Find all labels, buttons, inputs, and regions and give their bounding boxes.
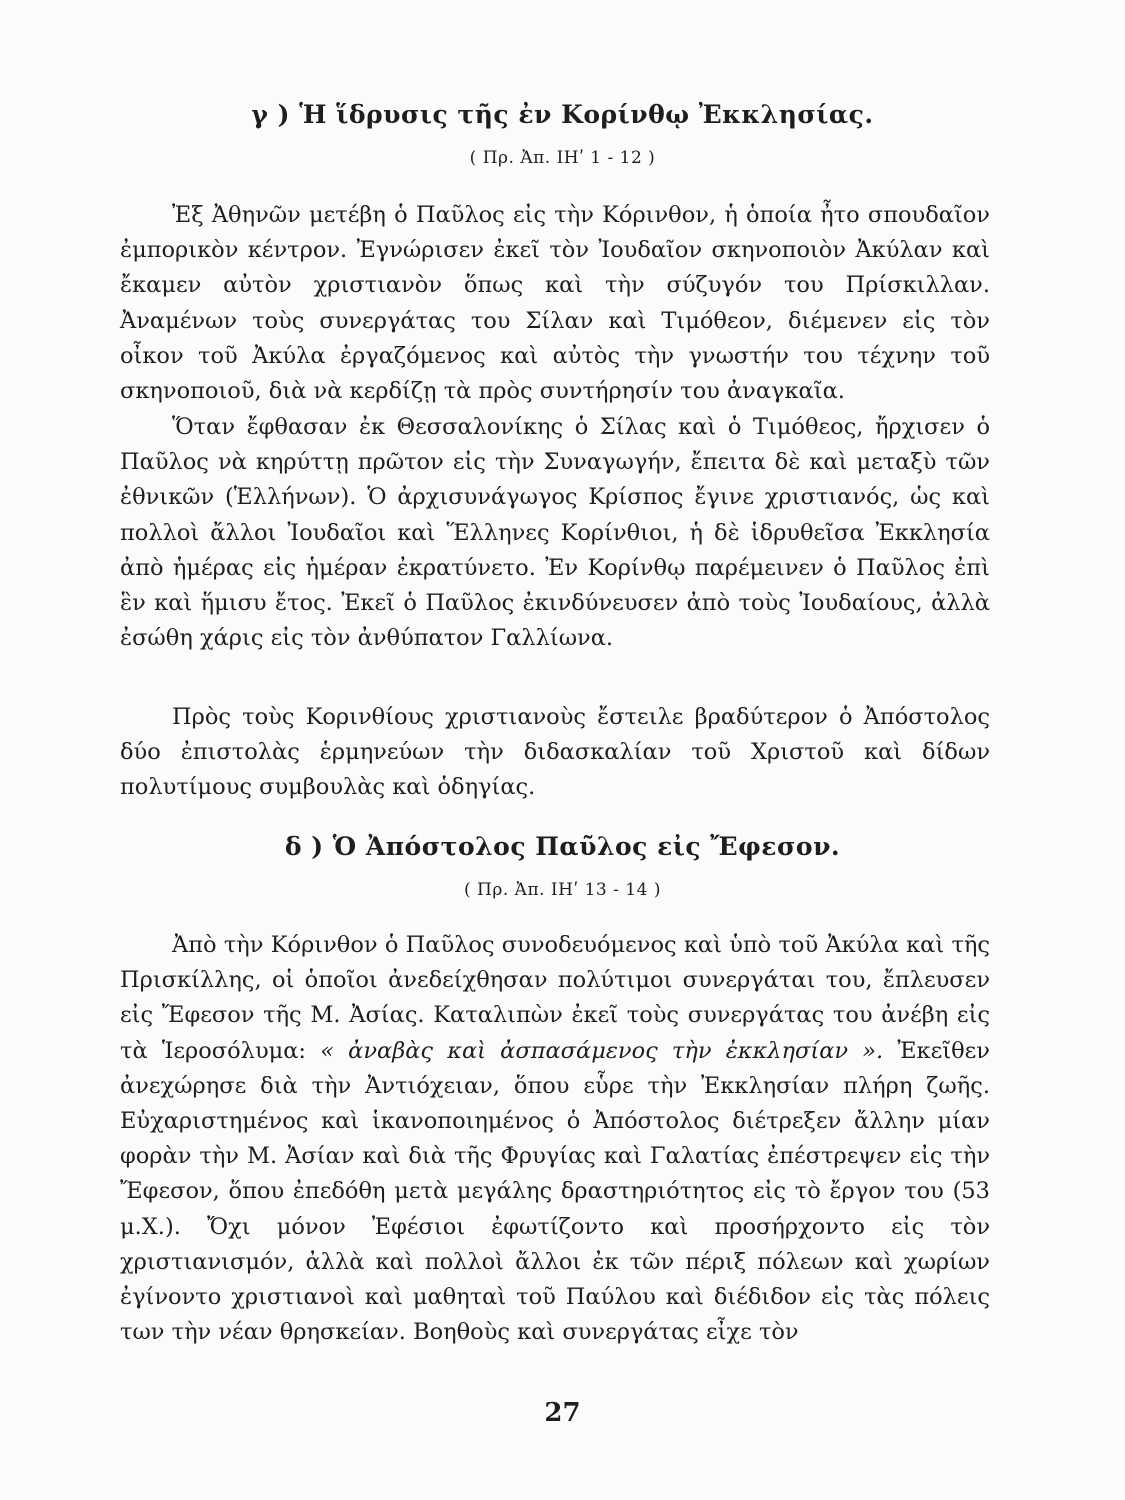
- section-g-reference: ( Πρ. Ἀπ. ΙΗʹ 1 - 12 ): [469, 148, 656, 168]
- section-g-paragraph-1: Ἐξ Ἀθηνῶν μετέβη ὁ Παῦλος εἰς τὴν Κόρινθον, ἡ ὁποία ἦτο σπουδαῖον ἐμπορικὸν κέντρον. Ἐγνώρισεν ἐκεῖ τὸν Ἰουδαῖον σκηνοποιὸν Ἀκύλαν καὶ ἔκαμεν αὐτὸν χριστιανὸν ὅπως καὶ τὴν σύζυγόν του Πρίσκιλλαν. Ἀναμένων τοὺς συνεργάτας του Σίλαν καὶ Τιμόθεον, διέμενεν εἰς τὸν οἶκον τοῦ Ἀκύλα ἐργαζόμενος καὶ αὐτὸς τὴν γνωστήν του τέχνην τοῦ σκηνοποιοῦ, διὰ νὰ κερδίζῃ τὰ πρὸς συντήρησίν του ἀναγκαῖα.: [120, 202, 990, 405]
- page-number: 27: [544, 1398, 581, 1428]
- section-d-heading: δ ) Ὁ Ἀπόστολος Παῦλος εἰς Ἔφεσον.: [284, 832, 841, 861]
- section-g-paragraph-2: Ὅταν ἔφθασαν ἐκ Θεσσαλονίκης ὁ Σίλας καὶ ὁ Τιμόθεος, ἤρχισεν ὁ Παῦλος νὰ κηρύττῃ πρῶτον εἰς τὴν Συναγωγήν, ἔπειτα δὲ καὶ μεταξὺ τῶν ἐθνικῶν (Ἑλλήνων). Ὁ ἀρχισυνάγωγος Κρίσπος ἔγινε χριστιανός, ὡς καὶ πολλοὶ ἄλλοι Ἰουδαῖοι καὶ Ἕλληνες Κορίνθιοι, ἡ δὲ ἱδρυθεῖσα Ἐκκλησία ἀπὸ ἡμέρας εἰς ἡμέραν ἐκρατύνετο. Ἐν Κορίνθῳ παρέμεινεν ὁ Παῦλος ἐπὶ ἓν καὶ ἥμισυ ἔτος. Ἐκεῖ ὁ Παῦλος ἐκινδύνευσεν ἀπὸ τοὺς Ἰουδαίους, ἀλλὰ ἐσώθη χάρις εἰς τὸν ἀνθύπατον Γαλλίωνα.: [120, 414, 990, 652]
- section-d-paragraph-1: [120, 928, 990, 1350]
- paragraph-text-before-quote: Ἀπὸ τὴν Κόρινθον ὁ Παῦλος συνοδευόμενος καὶ ὑπὸ τοῦ Ἀκύλα καὶ τῆς Πρισκίλλης, οἱ ὁποῖοι ἀνεδείχθησαν πολύτιμοι συνεργάται του, ἔπλευσεν εἰς Ἔφεσον τῆς Μ. Ἀσίας. Καταλιπὼν ἐκεῖ τοὺς συνεργάτας του ἀνέβη εἰς τὰ Ἱεροσόλυμα:: [120, 932, 990, 1064]
- section-g-paragraph-3: Πρὸς τοὺς Κορινθίους χριστιανοὺς ἔστειλε βραδύτερον ὁ Ἀπόστολος δύο ἐπιστολὰς ἑρμηνεύων τὴν διδασκαλίαν τοῦ Χριστοῦ καὶ δίδων πολυτίμους συμβουλὰς καὶ ὁδηγίας.: [120, 704, 990, 801]
- scripture-quote: « ἀναβὰς καὶ ἀσπασάμενος τὴν ἐκκλησίαν ».: [320, 1037, 884, 1064]
- section-g-heading: γ ) Ἡ ἵδρυσις τῆς ἐν Κορίνθῳ Ἐκκλησίας.: [251, 100, 874, 129]
- paragraph-text-after-quote: Ἐκεῖθεν ἀνεχώρησε διὰ τὴν Ἀντιόχειαν, ὅπου εὗρε τὴν Ἐκκλησίαν πλήρη ζωῆς. Εὐχαριστημένος καὶ ἱκανοποιημένος ὁ Ἀπόστολος διέτρεξεν ἄλλην μίαν φορὰν τὴν Μ. Ἀσίαν καὶ διὰ τῆς Φρυγίας καὶ Γαλατίας ἐπέστρεψεν εἰς τὴν Ἔφεσον, ὅπου ἐπεδόθη μετὰ μεγάλης δραστηριότητος εἰς τὸ ἔργον του (53 μ.Χ.). Ὄχι μόνον Ἐφέσιοι ἐφωτίζοντο καὶ προσήρχοντο εἰς τὸν χριστιανισμόν, ἀλλὰ καὶ πολλοὶ ἄλλοι ἐκ τῶν πέριξ πόλεων καὶ χωρίων ἐγίνοντο χριστιανοὶ καὶ μαθηταὶ τοῦ Παύλου καὶ διέδιδον εἰς τὰς πόλεις των τὴν νέαν θρησκείαν. Βοηθοὺς καὶ συνεργάτας εἶχε τὸν: [120, 1037, 990, 1346]
- section-d-reference: ( Πρ. Ἀπ. ΙΗʹ 13 - 14 ): [464, 880, 661, 900]
